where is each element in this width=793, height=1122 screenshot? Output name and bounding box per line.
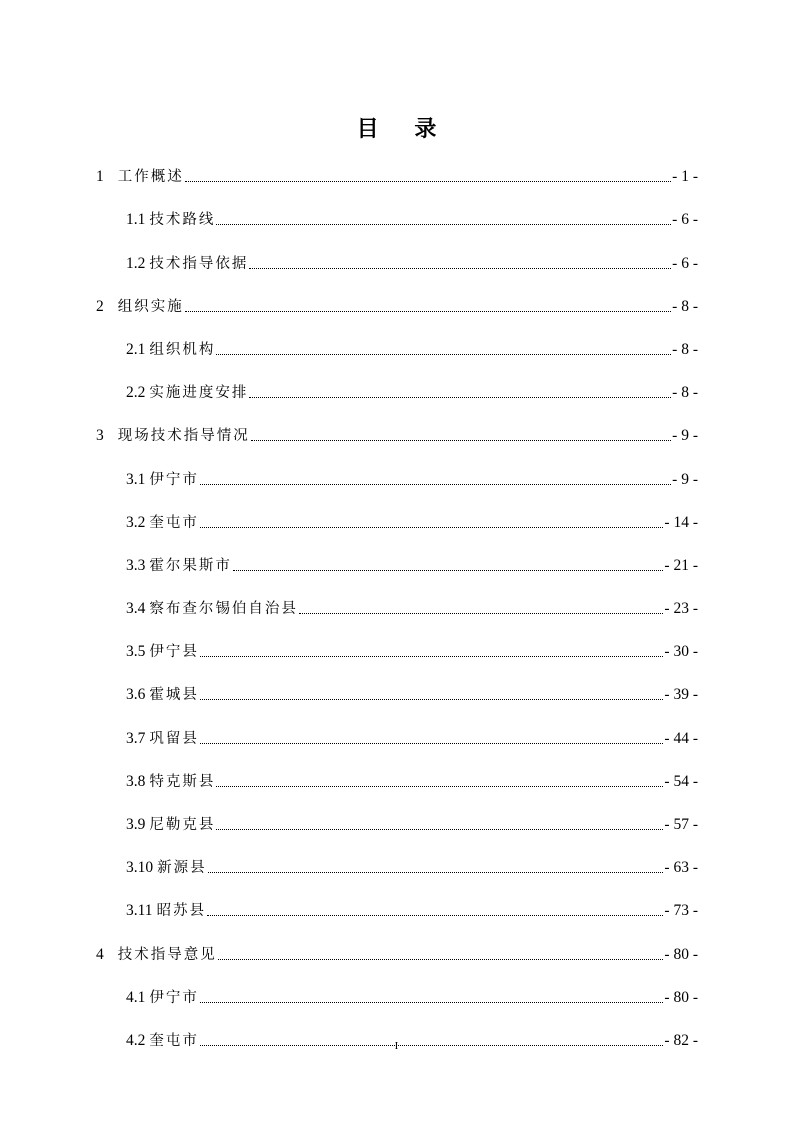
toc-entry[interactable] [96,492,698,535]
toc-entry-title: 霍尔果斯市 [149,557,232,574]
toc-entry[interactable] [96,362,698,405]
toc-entry-page: - 6 - [672,211,698,229]
toc-entry-title: 组织机构 [149,341,216,358]
toc-entry-title: 新源县 [157,860,207,877]
toc-entry-page: - 9 - [672,470,698,488]
toc-entry-title: 巩留县 [149,730,199,747]
toc-entry-page: - 44 - [664,729,698,747]
toc-entry-page: - 30 - [664,643,698,661]
toc-entry[interactable] [96,535,698,578]
toc-entry-number: 3.6 [126,686,146,704]
toc-entry[interactable] [96,319,698,362]
toc-entry-page: - 9 - [672,427,698,445]
toc-entry-title: 尼勒克县 [149,817,216,833]
page-number: I [394,1040,399,1052]
toc-entry-number: 3.1 [126,470,146,488]
toc-entry[interactable] [96,146,698,189]
toc-entry-number: 3.2 [126,513,146,531]
toc-dot-leader [207,914,663,916]
toc-dot-leader [249,396,671,398]
toc-dot-leader [200,655,664,657]
toc-dot-leader [185,180,671,182]
toc-entry-number: 4.2 [126,1031,146,1049]
toc-entry-page: - 1 - [672,168,698,186]
toc-entry[interactable] [96,967,698,1010]
toc-entry-number: 3.5 [126,643,146,661]
toc-entry-number: 2.1 [126,340,146,358]
toc-entry[interactable] [96,880,698,923]
toc-entry[interactable] [96,664,698,707]
toc-dot-leader [216,828,663,830]
toc-entry-number: 2 [96,297,104,315]
toc-entry-number: 4 [96,945,104,963]
toc-entry-number: 3.10 [126,859,154,877]
toc-dot-leader [200,742,664,744]
toc-dot-leader [299,612,664,614]
toc-entry-page: - 63 - [664,859,698,877]
toc-entry[interactable] [96,405,698,448]
toc-dot-leader [200,1001,664,1003]
toc-dot-leader [200,483,671,485]
toc-entry-number: 3.4 [126,600,146,618]
toc-entry[interactable] [96,751,698,794]
toc-entry-page: - 80 - [664,945,698,963]
toc-entry-number: 3.8 [126,772,146,790]
toc-entry-title: 奎屯市 [149,514,199,531]
toc-entry-title: 技术指导意见 [117,946,217,963]
toc-entry[interactable] [96,578,698,621]
toc-entry[interactable] [96,707,698,750]
toc-entry-title: 技术路线 [149,212,216,229]
toc-dot-leader [216,785,663,787]
toc-dot-leader [185,310,671,312]
toc-dot-leader [233,569,664,571]
toc-entry-page: - 82 - [664,1031,698,1049]
toc-entry[interactable] [96,923,698,966]
table-of-contents [96,146,698,1053]
page-title: 目 录 [356,117,451,142]
toc-entry-page: - 57 - [664,816,698,833]
toc-dot-leader [200,698,664,700]
toc-entry-title: 伊宁市 [149,989,199,1006]
toc-entry-title: 特克斯县 [149,773,216,790]
toc-entry-title: 察布查尔锡伯自治县 [149,601,298,618]
toc-entry-page: - 73 - [664,902,698,920]
toc-entry[interactable] [96,189,698,232]
toc-entry-title: 伊宁市 [149,471,199,488]
toc-entry[interactable] [96,276,698,319]
toc-entry-page: - 6 - [672,254,698,272]
toc-entry-page: - 8 - [672,297,698,315]
toc-entry-title: 组织实施 [117,298,184,315]
toc-entry[interactable] [96,621,698,664]
toc-entry-page: - 39 - [664,686,698,704]
toc-entry[interactable] [96,837,698,880]
toc-entry-page: - 8 - [672,340,698,358]
toc-dot-leader [200,526,664,528]
toc-entry[interactable] [96,794,698,837]
toc-dot-leader [216,353,671,355]
toc-dot-leader [216,223,671,225]
toc-entry-page: - 21 - [664,556,698,574]
toc-entry-page: - 54 - [664,772,698,790]
toc-entry-title: 霍城县 [149,687,199,704]
toc-dot-leader [218,958,664,960]
toc-entry-number: 1.1 [126,211,146,229]
toc-entry-number: 3.3 [126,556,146,574]
toc-entry-number: 2.2 [126,384,146,402]
toc-entry-title: 奎屯市 [149,1032,199,1049]
toc-entry-number: 3.11 [126,902,153,920]
toc-entry-page: - 8 - [672,384,698,402]
toc-entry-page: - 14 - [664,513,698,531]
toc-entry-number: 1.2 [126,254,146,272]
toc-entry-title: 现场技术指导情况 [117,428,250,445]
toc-entry-title: 实施进度安排 [149,385,249,402]
toc-entry-page: - 80 - [664,988,698,1006]
toc-entry[interactable] [96,448,698,491]
toc-dot-leader [249,267,671,269]
toc-entry-number: 1 [96,168,104,186]
toc-dot-leader [208,871,664,873]
toc-entry-title: 技术指导依据 [149,255,249,272]
toc-entry-number: 3.9 [126,816,146,833]
toc-entry-title: 工作概述 [117,169,184,186]
toc-dot-leader [251,439,671,441]
toc-entry[interactable] [96,232,698,275]
toc-entry-number: 3 [96,427,104,445]
toc-entry-number: 3.7 [126,729,146,747]
toc-entry-title: 伊宁县 [149,644,199,661]
toc-entry-number: 4.1 [126,988,146,1006]
toc-entry-title: 昭苏县 [156,903,207,920]
toc-entry-page: - 23 - [664,600,698,618]
